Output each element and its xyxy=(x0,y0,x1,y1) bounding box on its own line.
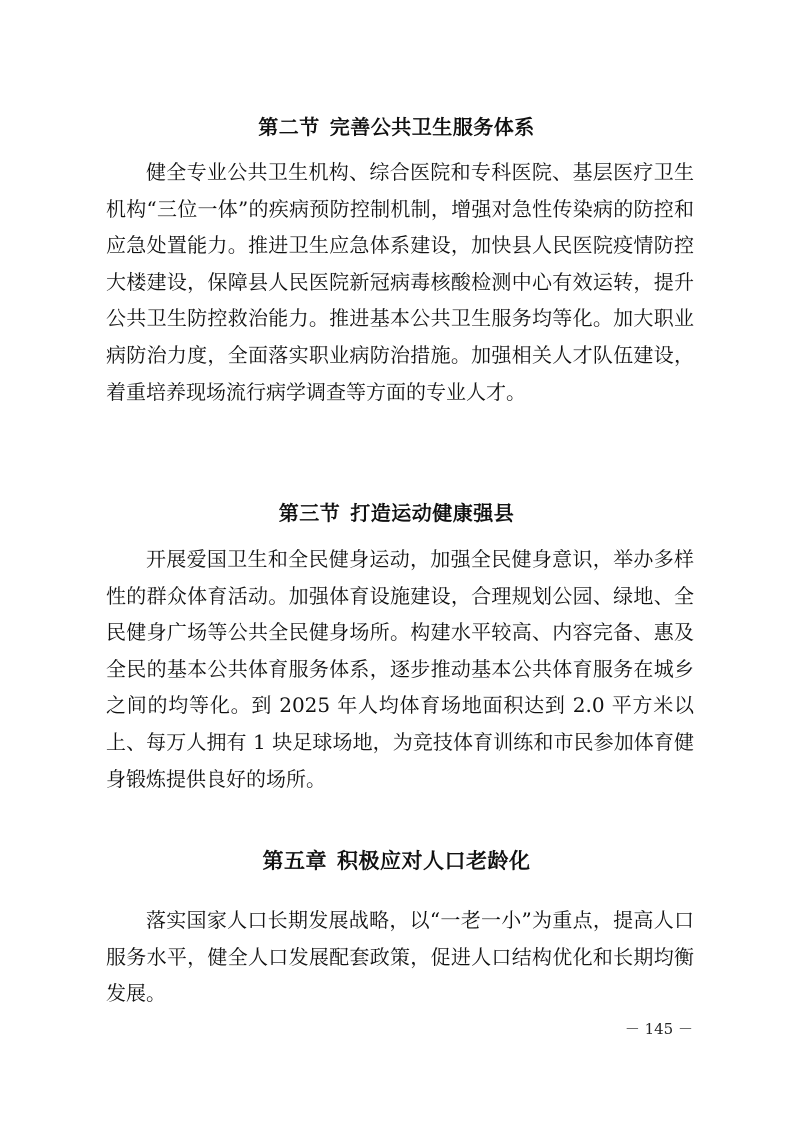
chapter-title: 积极应对人口老龄化 xyxy=(337,849,531,873)
section-title: 完善公共卫生服务体系 xyxy=(329,115,535,139)
chapter-heading xyxy=(0,847,793,875)
page-number: － 145 － xyxy=(624,1020,693,1038)
section-heading xyxy=(0,113,793,141)
section-number: 第三节 xyxy=(278,501,341,525)
chapter-number: 第五章 xyxy=(262,849,327,873)
section-title: 打造运动健康强县 xyxy=(350,501,515,525)
section-number: 第二节 xyxy=(258,115,320,139)
body-paragraph: 落实国家人口长期发展战略，以“一老一小”为重点，提高人口服务水平，健全人口发展配套政策，促进人口结构优化和长期均衡发展。 xyxy=(106,908,694,1006)
body-paragraph: 开展爱国卫生和全民健身运动，加强全民健身意识，举办多样性的群众体育活动。加强体育设施建设，合理规划公园、绿地、全民健身广场等公共全民健身场所。构建水平较高、内容完备、惠及全民的基本公共体育服务体系，逐步推动基本公共体育服务在城乡之间的均等化。到 2025 年人均体育场地面积达到 2.0 平方米以上、每万人拥有 1 块足球场地，为竞技体育训练和市民参加体育健身锻炼提供良好的场所。 xyxy=(106,547,694,791)
section-heading xyxy=(0,499,793,527)
body-paragraph: 健全专业公共卫生机构、综合医院和专科医院、基层医疗卫生机构“三位一体”的疾病预防控制机制，增强对急性传染病的防控和应急处置能力。推进卫生应急体系建设，加快县人民医院疫情防控大楼建设，保障县人民医院新冠病毒核酸检测中心有效运转，提升公共卫生防控救治能力。推进基本公共卫生服务均等化。加大职业病防治力度，全面落实职业病防治措施。加强相关人才队伍建设，着重培养现场流行病学调查等方面的专业人才。 xyxy=(106,160,694,404)
